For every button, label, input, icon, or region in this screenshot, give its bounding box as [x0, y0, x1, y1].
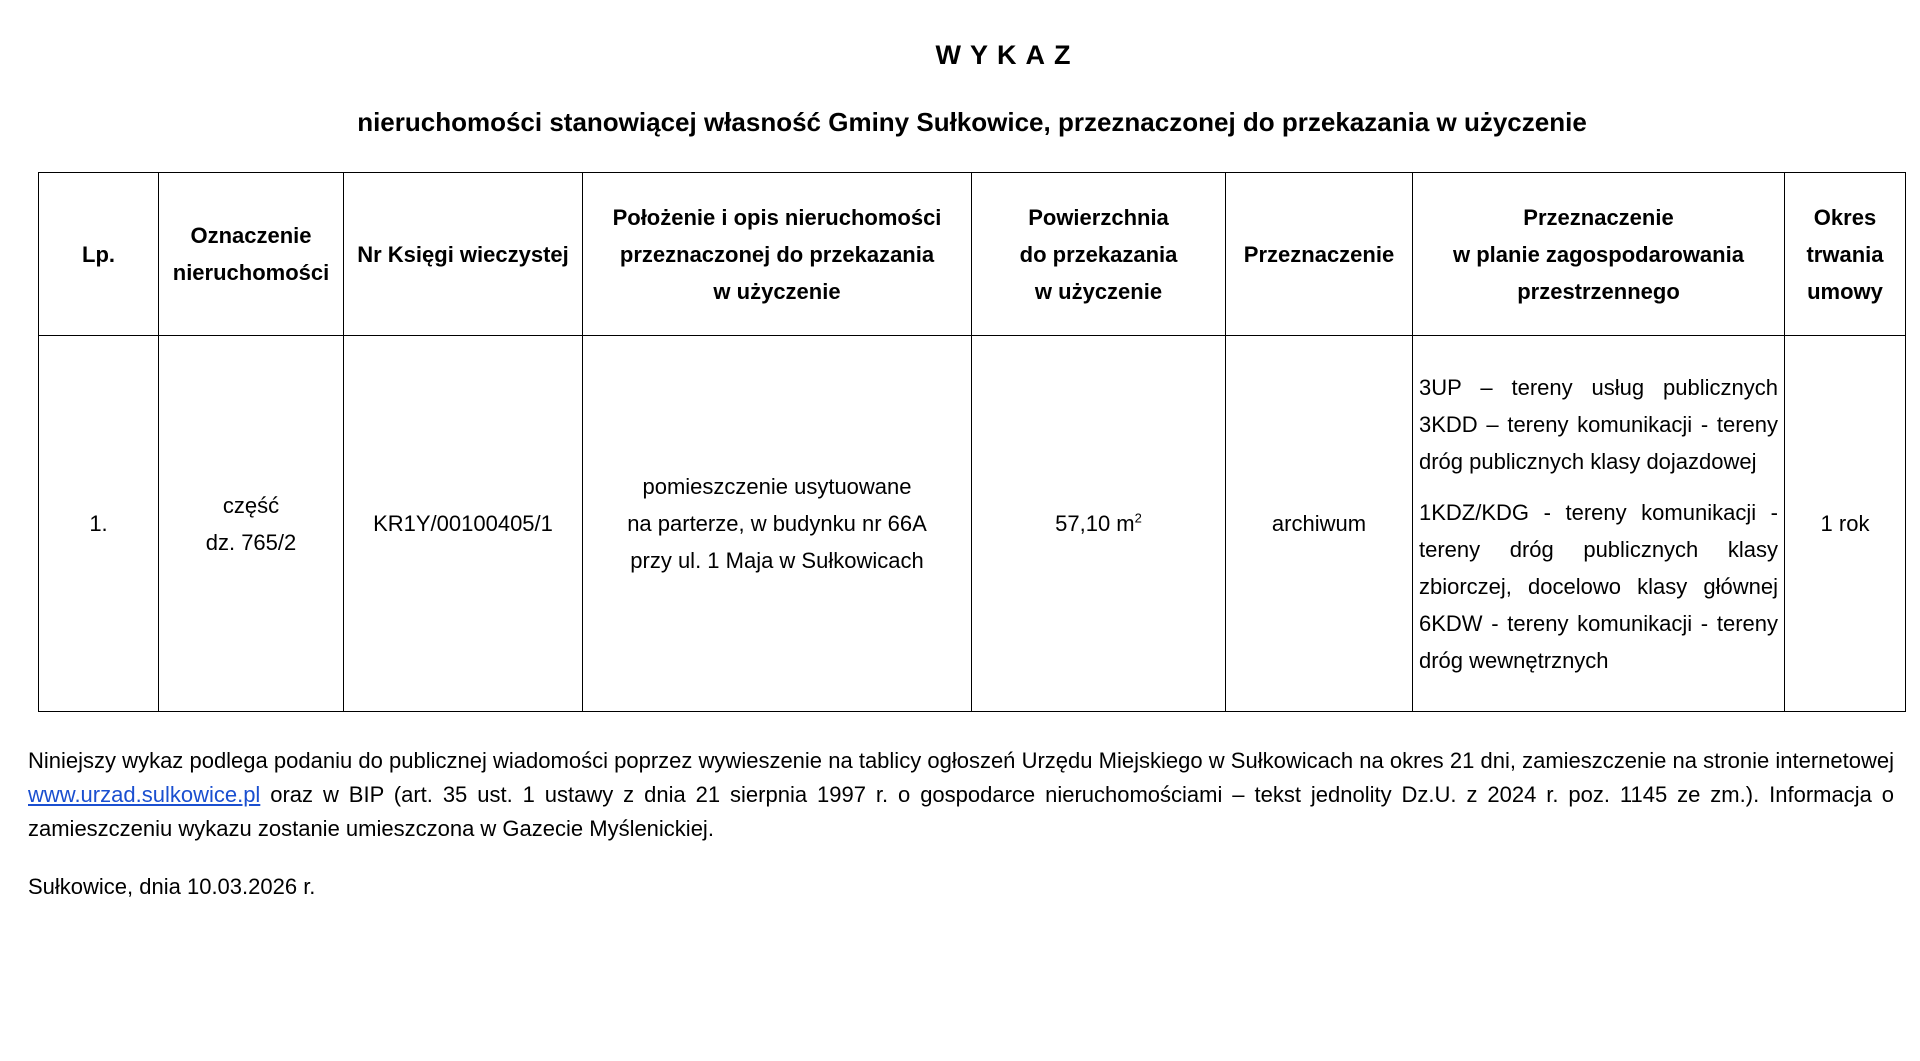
cell-okres: 1 rok [1785, 336, 1906, 712]
cell-polozenie-line: przy ul. 1 Maja w Sułkowicach [630, 548, 924, 573]
plan-paragraph: 1KDZ/KDG - tereny komunikacji - tereny dróg publicznych klasy zbiorczej, docelowo klasy głównej 6KDW - tereny komunikacji - tereny dróg wewnętrznych [1419, 499, 1778, 673]
header-plan [1413, 173, 1785, 336]
header-okres-line: umowy [1807, 278, 1883, 304]
header-oznaczenie-line: nieruchomości [172, 260, 330, 285]
document-title: WYKAZ [935, 40, 1080, 70]
cell-powierzchnia [972, 336, 1226, 712]
cell-polozenie-line: na parterze, w budynku nr 66A [627, 511, 927, 536]
notice-paragraph [28, 744, 1894, 846]
header-powierzchnia-line: do przekazania [1019, 241, 1178, 267]
notice-text-after: oraz w BIP (art. 35 ust. 1 ustawy z dnia 21 sierpnia 1997 r. o gospodarce nieruchomościami – tekst jednolity Dz.U. z 2024 r. poz. 1145 ze zm.). Informacja o zamieszczeniu wykazu zostanie umieszczona w Gazecie Myślenickiej. [28, 782, 1894, 841]
header-polozenie-line: Położenie i opis nieruchomości [612, 204, 942, 230]
header-powierzchnia-line: Powierzchnia [1028, 204, 1169, 230]
area-exponent: 2 [1134, 510, 1142, 526]
header-polozenie-line: w użyczenie [713, 278, 841, 304]
header-plan-line: Przeznaczenie [1523, 204, 1674, 230]
header-okres-line: trwania [1806, 241, 1884, 267]
table-header-row [39, 173, 1906, 336]
header-oznaczenie-line: Oznaczenie [190, 223, 312, 248]
header-okres [1785, 173, 1906, 336]
header-polozenie-line: przeznaczonej do przekazania [619, 241, 935, 267]
cell-polozenie [583, 336, 972, 712]
notice-text-before: Niniejszy wykaz podlega podaniu do publicznej wiadomości poprzez wywieszenie na tablicy ogłoszeń Urzędu Miejskiego w Sułkowicach na okres 21 dni, zamieszczenie na stronie internetowej [28, 748, 1894, 773]
website-link[interactable]: www.urzad.sulkowice.pl [28, 782, 261, 807]
header-lp: Lp. [39, 173, 159, 336]
table-row [39, 336, 1906, 712]
cell-przeznaczenie: archiwum [1226, 336, 1413, 712]
header-powierzchnia [972, 173, 1226, 336]
header-oznaczenie [159, 173, 344, 336]
cell-oznaczenie [159, 336, 344, 712]
header-powierzchnia-line: w użyczenie [1034, 278, 1163, 304]
header-przeznaczenie: Przeznaczenie [1226, 173, 1413, 336]
property-table [38, 172, 1906, 712]
cell-ksiega: KR1Y/00100405/1 [344, 336, 583, 712]
cell-oznaczenie-line: dz. 765/2 [205, 529, 297, 555]
cell-plan [1413, 336, 1785, 712]
cell-polozenie-line: pomieszczenie usytuowane [642, 474, 912, 499]
header-okres-line: Okres [1813, 204, 1877, 230]
header-ksiega: Nr Księgi wieczystej [344, 173, 583, 336]
document-date: Sułkowice, dnia 10.03.2026 r. [28, 874, 316, 899]
header-plan-line: w planie zagospodarowania [1453, 241, 1744, 267]
header-plan-line: przestrzennego [1517, 278, 1680, 304]
document-subtitle: nieruchomości stanowiącej własność Gminy Sułkowice, przeznaczonej do przekazania w użyczenie [357, 107, 1587, 137]
cell-oznaczenie-line: część [222, 492, 280, 518]
area-value: 57,10 m [1055, 511, 1135, 536]
plan-paragraph: 3UP – tereny usług publicznych 3KDD – tereny komunikacji - tereny dróg publicznych klasy dojazdowej [1419, 374, 1778, 474]
cell-lp: 1. [39, 336, 159, 712]
header-polozenie [583, 173, 972, 336]
